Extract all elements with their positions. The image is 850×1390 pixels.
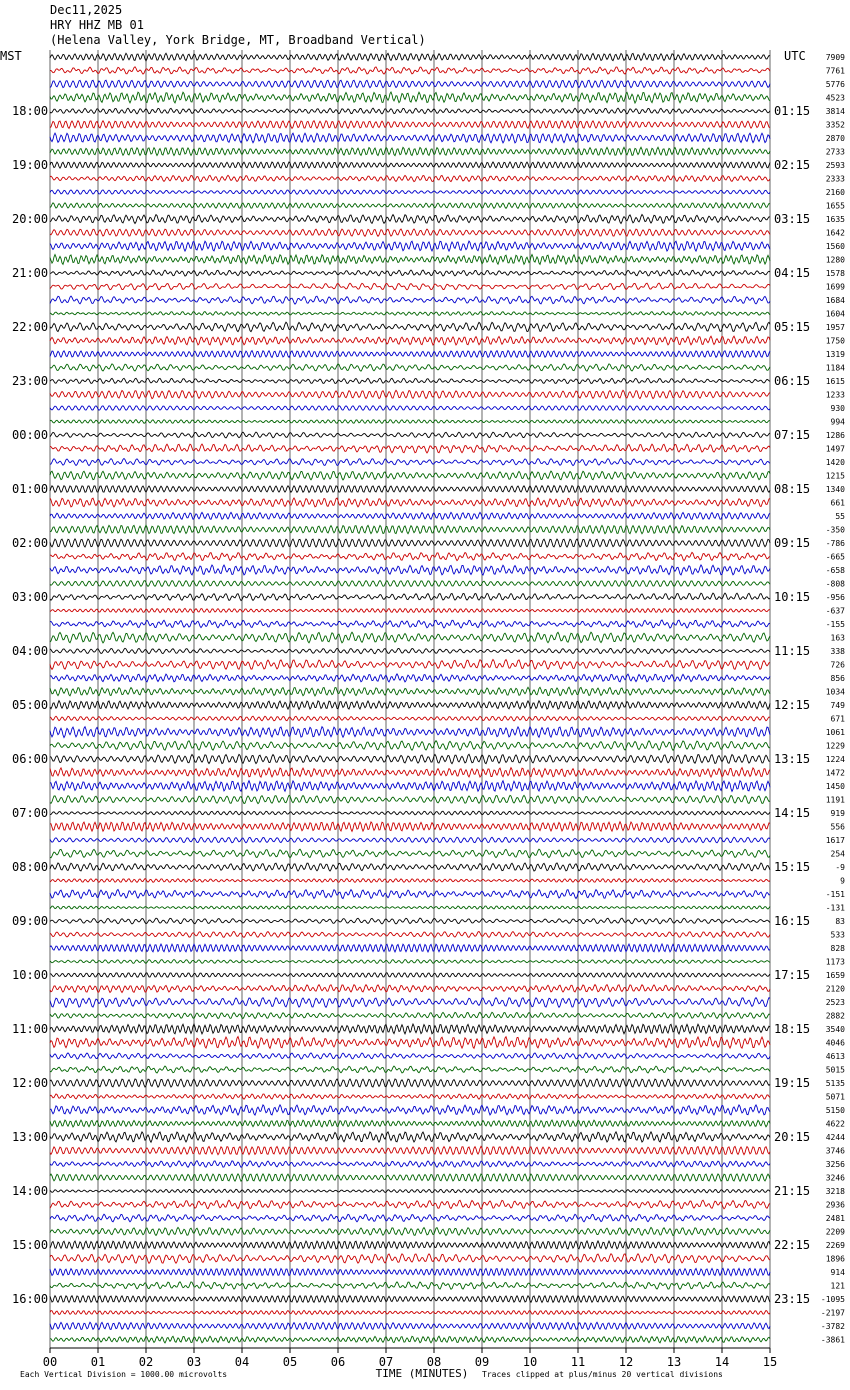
right-hour-label: 01:15: [774, 104, 811, 118]
trace-row-93: [50, 1310, 770, 1314]
trace-row-90: [50, 1268, 770, 1275]
trace-row-31: [50, 471, 770, 480]
row-offset-label: 1684: [825, 296, 845, 305]
row-offset-label: 1340: [825, 485, 845, 494]
right-hour-label: 21:15: [774, 1184, 811, 1198]
trace-row-87: [50, 1227, 770, 1235]
right-hour-label: 07:15: [774, 428, 811, 442]
trace-row-33: [50, 498, 770, 507]
header-station: HRY HHZ MB 01: [50, 18, 144, 32]
row-offset-label: 1061: [825, 728, 845, 737]
trace-row-78: [50, 1105, 770, 1115]
x-tick-label: 13: [666, 1355, 682, 1369]
row-offset-label: 83: [835, 917, 845, 926]
row-offset-label: 2160: [825, 188, 845, 197]
trace-row-37: [50, 552, 770, 560]
trace-row-92: [50, 1296, 770, 1303]
right-timezone-label: UTC: [784, 49, 806, 63]
row-offset-label: 1229: [825, 741, 845, 751]
trace-row-29: [50, 444, 770, 453]
trace-row-54: [50, 781, 770, 792]
trace-row-71: [50, 1012, 770, 1018]
trace-row-3: [50, 92, 770, 103]
trace-row-89: [50, 1254, 770, 1264]
row-offset-label: -658: [825, 566, 845, 575]
trace-row-86: [50, 1214, 770, 1222]
row-offset-label: 2269: [825, 1241, 845, 1250]
trace-row-82: [50, 1161, 770, 1168]
trace-row-35: [50, 525, 770, 533]
row-offset-label: -3782: [820, 1322, 845, 1331]
row-offset-label: 2481: [825, 1214, 845, 1223]
row-offset-label: 1604: [825, 309, 845, 319]
trace-row-27: [50, 420, 770, 424]
x-tick-label: 15: [762, 1355, 778, 1369]
row-offset-label: 5071: [825, 1092, 845, 1102]
trace-row-77: [50, 1094, 770, 1099]
right-hour-label: 14:15: [774, 806, 811, 820]
trace-row-85: [50, 1200, 770, 1209]
trace-row-49: [50, 716, 770, 721]
trace-row-22: [50, 351, 770, 358]
row-offset-label: 55: [835, 512, 845, 521]
right-hour-label: 16:15: [774, 914, 811, 928]
row-offset-label: -786: [825, 539, 845, 548]
row-offset-label: 2209: [825, 1227, 845, 1237]
left-hour-label: 20:00: [12, 212, 49, 226]
row-offset-label: -3861: [820, 1335, 845, 1345]
row-offset-label: 3814: [825, 107, 845, 116]
row-offset-label: 1750: [825, 336, 845, 346]
trace-row-5: [50, 121, 770, 129]
row-offset-label: 919: [830, 809, 845, 818]
row-offset-label: 749: [830, 701, 845, 710]
right-hour-label: 19:15: [774, 1076, 811, 1090]
row-offset-label: 2870: [825, 134, 845, 143]
left-hour-label: 13:00: [12, 1130, 49, 1144]
left-hour-label: 11:00: [12, 1022, 49, 1036]
left-hour-label: 03:00: [12, 590, 49, 604]
row-offset-label: 533: [830, 930, 845, 940]
left-hour-label: 09:00: [12, 914, 49, 928]
trace-row-94: [50, 1322, 770, 1329]
row-offset-label: -2197: [820, 1308, 845, 1318]
right-hour-label: 23:15: [774, 1292, 811, 1306]
trace-row-64: [50, 918, 770, 924]
x-tick-label: 06: [330, 1355, 346, 1369]
row-offset-label: 3256: [825, 1160, 845, 1169]
trace-row-13: [50, 229, 770, 236]
left-hour-label: 22:00: [12, 320, 49, 334]
trace-row-73: [50, 1037, 770, 1049]
trace-row-20: [50, 322, 770, 331]
trace-row-69: [50, 985, 770, 993]
row-offset-label: 1472: [825, 768, 845, 778]
right-hour-label: 03:15: [774, 212, 811, 226]
row-offset-label: 1233: [825, 390, 845, 400]
row-offset-label: 1191: [825, 795, 845, 805]
trace-row-8: [50, 162, 770, 168]
trace-row-80: [50, 1132, 770, 1142]
left-hour-label: 10:00: [12, 968, 49, 982]
x-tick-label: 01: [90, 1355, 106, 1369]
row-offset-label: 1286: [825, 431, 845, 440]
row-offset-label: 121: [830, 1281, 845, 1291]
row-offset-label: 1560: [825, 242, 845, 251]
clip-note: Traces clipped at plus/minus 20 vertical divisions: [482, 1370, 723, 1379]
left-hour-label: 06:00: [12, 752, 49, 766]
trace-row-17: [50, 283, 770, 290]
trace-row-74: [50, 1053, 770, 1059]
row-offset-label: 1699: [825, 282, 845, 292]
row-offset-label: 5135: [825, 1079, 845, 1088]
row-offset-label: 3540: [825, 1025, 845, 1034]
row-offset-label: 1896: [825, 1254, 845, 1264]
row-offset-label: 1280: [825, 255, 845, 265]
row-offset-label: -151: [825, 890, 845, 899]
trace-row-24: [50, 378, 770, 383]
trace-row-6: [50, 133, 770, 143]
left-hour-label: 02:00: [12, 536, 49, 550]
row-offset-label: 5015: [825, 1065, 845, 1075]
trace-row-59: [50, 849, 770, 858]
header-date: Dec11,2025: [50, 3, 123, 17]
row-offset-label: 3246: [825, 1173, 845, 1183]
trace-row-41: [50, 608, 770, 612]
right-hour-label: 04:15: [774, 266, 811, 280]
row-offset-label: 4244: [825, 1133, 845, 1142]
row-offset-label: 1642: [825, 228, 845, 238]
right-hour-label: 05:15: [774, 320, 811, 334]
trace-row-43: [50, 632, 770, 643]
x-axis-ticks: [43, 1348, 777, 1369]
row-offset-label: 1635: [825, 215, 845, 224]
row-offset-label: 671: [830, 714, 845, 724]
trace-row-76: [50, 1079, 770, 1087]
row-offset-label: 2593: [825, 161, 845, 170]
row-offset-label: 5150: [825, 1106, 845, 1115]
row-offset-label: 3218: [825, 1187, 845, 1196]
row-offset-label: 1957: [825, 323, 845, 332]
left-hour-label: 04:00: [12, 644, 49, 658]
row-offset-label: 254: [830, 849, 845, 859]
trace-row-52: [50, 754, 770, 763]
row-offset-label: -1095: [820, 1295, 845, 1304]
row-offset-label: 1615: [825, 377, 845, 386]
trace-row-55: [50, 795, 770, 803]
trace-row-48: [50, 701, 770, 710]
row-offset-label: 1578: [825, 269, 845, 278]
row-offset-label: 4046: [825, 1038, 845, 1048]
trace-row-36: [50, 539, 770, 547]
trace-row-72: [50, 1024, 770, 1034]
trace-row-81: [50, 1146, 770, 1154]
trace-row-57: [50, 822, 770, 832]
row-offset-label: 2882: [825, 1011, 845, 1021]
left-hour-label: 05:00: [12, 698, 49, 712]
row-offset-label: 556: [830, 822, 845, 832]
row-offset-label: 2333: [825, 174, 845, 184]
row-offset-label: 1655: [825, 201, 845, 211]
row-offset-label: 9: [840, 876, 845, 886]
trace-row-58: [50, 837, 770, 843]
row-offset-label: 4613: [825, 1052, 845, 1061]
trace-row-63: [50, 906, 770, 909]
trace-row-0: [50, 53, 770, 61]
left-hour-label: 19:00: [12, 158, 49, 172]
row-offset-label: 3746: [825, 1146, 845, 1156]
x-tick-label: 03: [186, 1355, 202, 1369]
seismic-traces: [12, 53, 845, 1345]
row-offset-label: 930: [830, 404, 845, 413]
left-hour-label: 07:00: [12, 806, 49, 820]
trace-row-9: [50, 175, 770, 181]
trace-row-40: [50, 593, 770, 600]
x-tick-label: 14: [714, 1355, 730, 1369]
x-tick-label: 11: [570, 1355, 586, 1369]
left-hour-label: 00:00: [12, 428, 49, 442]
right-hour-label: 06:15: [774, 374, 811, 388]
trace-row-65: [50, 932, 770, 938]
trace-row-70: [50, 998, 770, 1008]
trace-row-51: [50, 741, 770, 751]
x-tick-label: 05: [282, 1355, 298, 1369]
trace-row-56: [50, 811, 770, 815]
trace-row-18: [50, 296, 770, 304]
row-offset-label: 2120: [825, 984, 845, 994]
row-offset-label: 1034: [825, 687, 845, 697]
trace-row-53: [50, 768, 770, 777]
right-hour-label: 15:15: [774, 860, 811, 874]
trace-row-12: [50, 215, 770, 224]
x-tick-label: 00: [42, 1355, 58, 1369]
row-offset-label: 5776: [825, 80, 845, 89]
right-hour-label: 09:15: [774, 536, 811, 550]
trace-row-11: [50, 203, 770, 209]
trace-row-66: [50, 944, 770, 952]
trace-row-50: [50, 727, 770, 738]
header-location: (Helena Valley, York Bridge, MT, Broadband Vertical): [50, 33, 426, 47]
trace-row-62: [50, 890, 770, 899]
right-hour-label: 11:15: [774, 644, 811, 658]
left-hour-label: 21:00: [12, 266, 49, 280]
trace-row-14: [50, 241, 770, 251]
right-hour-label: 10:15: [774, 590, 811, 604]
trace-row-88: [50, 1241, 770, 1249]
row-offset-label: 7761: [825, 66, 845, 76]
right-hour-label: 12:15: [774, 698, 811, 712]
trace-row-75: [50, 1066, 770, 1073]
trace-row-47: [50, 687, 770, 696]
trace-row-26: [50, 406, 770, 411]
x-tick-label: 02: [138, 1355, 154, 1369]
trace-row-32: [50, 486, 770, 493]
left-hour-label: 15:00: [12, 1238, 49, 1252]
right-hour-label: 08:15: [774, 482, 811, 496]
row-offset-label: 1215: [825, 471, 845, 481]
trace-row-84: [50, 1189, 770, 1193]
row-offset-label: 994: [830, 417, 845, 427]
row-offset-label: 726: [830, 660, 845, 670]
trace-row-95: [50, 1336, 770, 1343]
row-offset-label: 1450: [825, 782, 845, 791]
row-offset-label: -665: [825, 552, 845, 562]
row-offset-label: 1617: [825, 836, 845, 845]
x-tick-label: 09: [474, 1355, 490, 1369]
trace-row-15: [50, 255, 770, 265]
row-offset-label: 3352: [825, 120, 845, 130]
row-offset-label: 828: [830, 944, 845, 953]
trace-row-68: [50, 973, 770, 977]
row-offset-label: 661: [830, 498, 845, 508]
row-offset-label: 4523: [825, 93, 845, 103]
trace-row-67: [50, 960, 770, 964]
row-offset-label: -956: [825, 593, 845, 602]
row-offset-label: 1420: [825, 458, 845, 467]
row-offset-label: 4622: [825, 1119, 845, 1129]
x-axis-label: TIME (MINUTES): [375, 1367, 469, 1380]
row-offset-label: -9: [835, 863, 845, 872]
row-offset-label: 338: [830, 647, 845, 656]
trace-row-25: [50, 390, 770, 398]
trace-row-42: [50, 620, 770, 628]
trace-row-34: [50, 512, 770, 519]
row-offset-label: 1319: [825, 350, 845, 359]
trace-row-10: [50, 190, 770, 195]
left-hour-label: 12:00: [12, 1076, 49, 1090]
x-tick-label: 12: [618, 1355, 634, 1369]
row-offset-label: 7909: [825, 53, 845, 62]
left-hour-label: 23:00: [12, 374, 49, 388]
right-hour-label: 02:15: [774, 158, 811, 172]
trace-row-19: [50, 312, 770, 316]
trace-row-7: [50, 147, 770, 155]
row-offset-label: 2936: [825, 1200, 845, 1210]
row-offset-label: 1224: [825, 755, 845, 764]
row-offset-label: 163: [830, 633, 845, 643]
trace-row-60: [50, 863, 770, 871]
trace-row-91: [50, 1282, 770, 1290]
trace-row-79: [50, 1120, 770, 1127]
trace-row-1: [50, 67, 770, 74]
row-offset-label: -808: [825, 579, 845, 589]
trace-row-4: [50, 108, 770, 114]
row-offset-label: 2523: [825, 998, 845, 1007]
right-hour-label: 18:15: [774, 1022, 811, 1036]
trace-row-16: [50, 270, 770, 276]
right-hour-label: 20:15: [774, 1130, 811, 1144]
row-offset-label: -350: [825, 525, 845, 535]
x-tick-label: 04: [234, 1355, 250, 1369]
row-offset-label: 856: [830, 674, 845, 683]
trace-row-38: [50, 565, 770, 575]
trace-row-21: [50, 336, 770, 345]
scale-note: Each Vertical Division = 1000.00 microvolts: [20, 1370, 228, 1379]
left-hour-label: 14:00: [12, 1184, 49, 1198]
row-offset-label: -637: [825, 606, 845, 616]
left-hour-label: 16:00: [12, 1292, 49, 1306]
row-offset-label: 1184: [825, 363, 845, 373]
left-hour-label: 01:00: [12, 482, 49, 496]
x-tick-label: 07: [378, 1355, 394, 1369]
trace-row-39: [50, 581, 770, 587]
trace-row-83: [50, 1174, 770, 1181]
trace-row-2: [50, 80, 770, 88]
right-hour-label: 17:15: [774, 968, 811, 982]
trace-row-46: [50, 674, 770, 682]
trace-row-61: [50, 879, 770, 883]
left-timezone-label: MST: [0, 49, 22, 63]
right-hour-label: 13:15: [774, 752, 811, 766]
trace-row-45: [50, 660, 770, 670]
left-hour-label: 18:00: [12, 104, 49, 118]
trace-row-28: [50, 432, 770, 438]
row-offset-label: 1497: [825, 444, 845, 454]
row-offset-label: 1659: [825, 971, 845, 980]
trace-row-23: [50, 364, 770, 371]
left-hour-label: 08:00: [12, 860, 49, 874]
row-offset-label: 2733: [825, 147, 845, 157]
row-offset-label: 1173: [825, 957, 845, 967]
row-offset-label: 914: [830, 1268, 845, 1277]
x-tick-label: 08: [426, 1355, 442, 1369]
trace-row-30: [50, 459, 770, 466]
row-offset-label: -155: [825, 620, 845, 629]
row-offset-label: -131: [825, 903, 845, 913]
trace-row-44: [50, 648, 770, 653]
x-tick-label: 10: [522, 1355, 538, 1369]
right-hour-label: 22:15: [774, 1238, 811, 1252]
